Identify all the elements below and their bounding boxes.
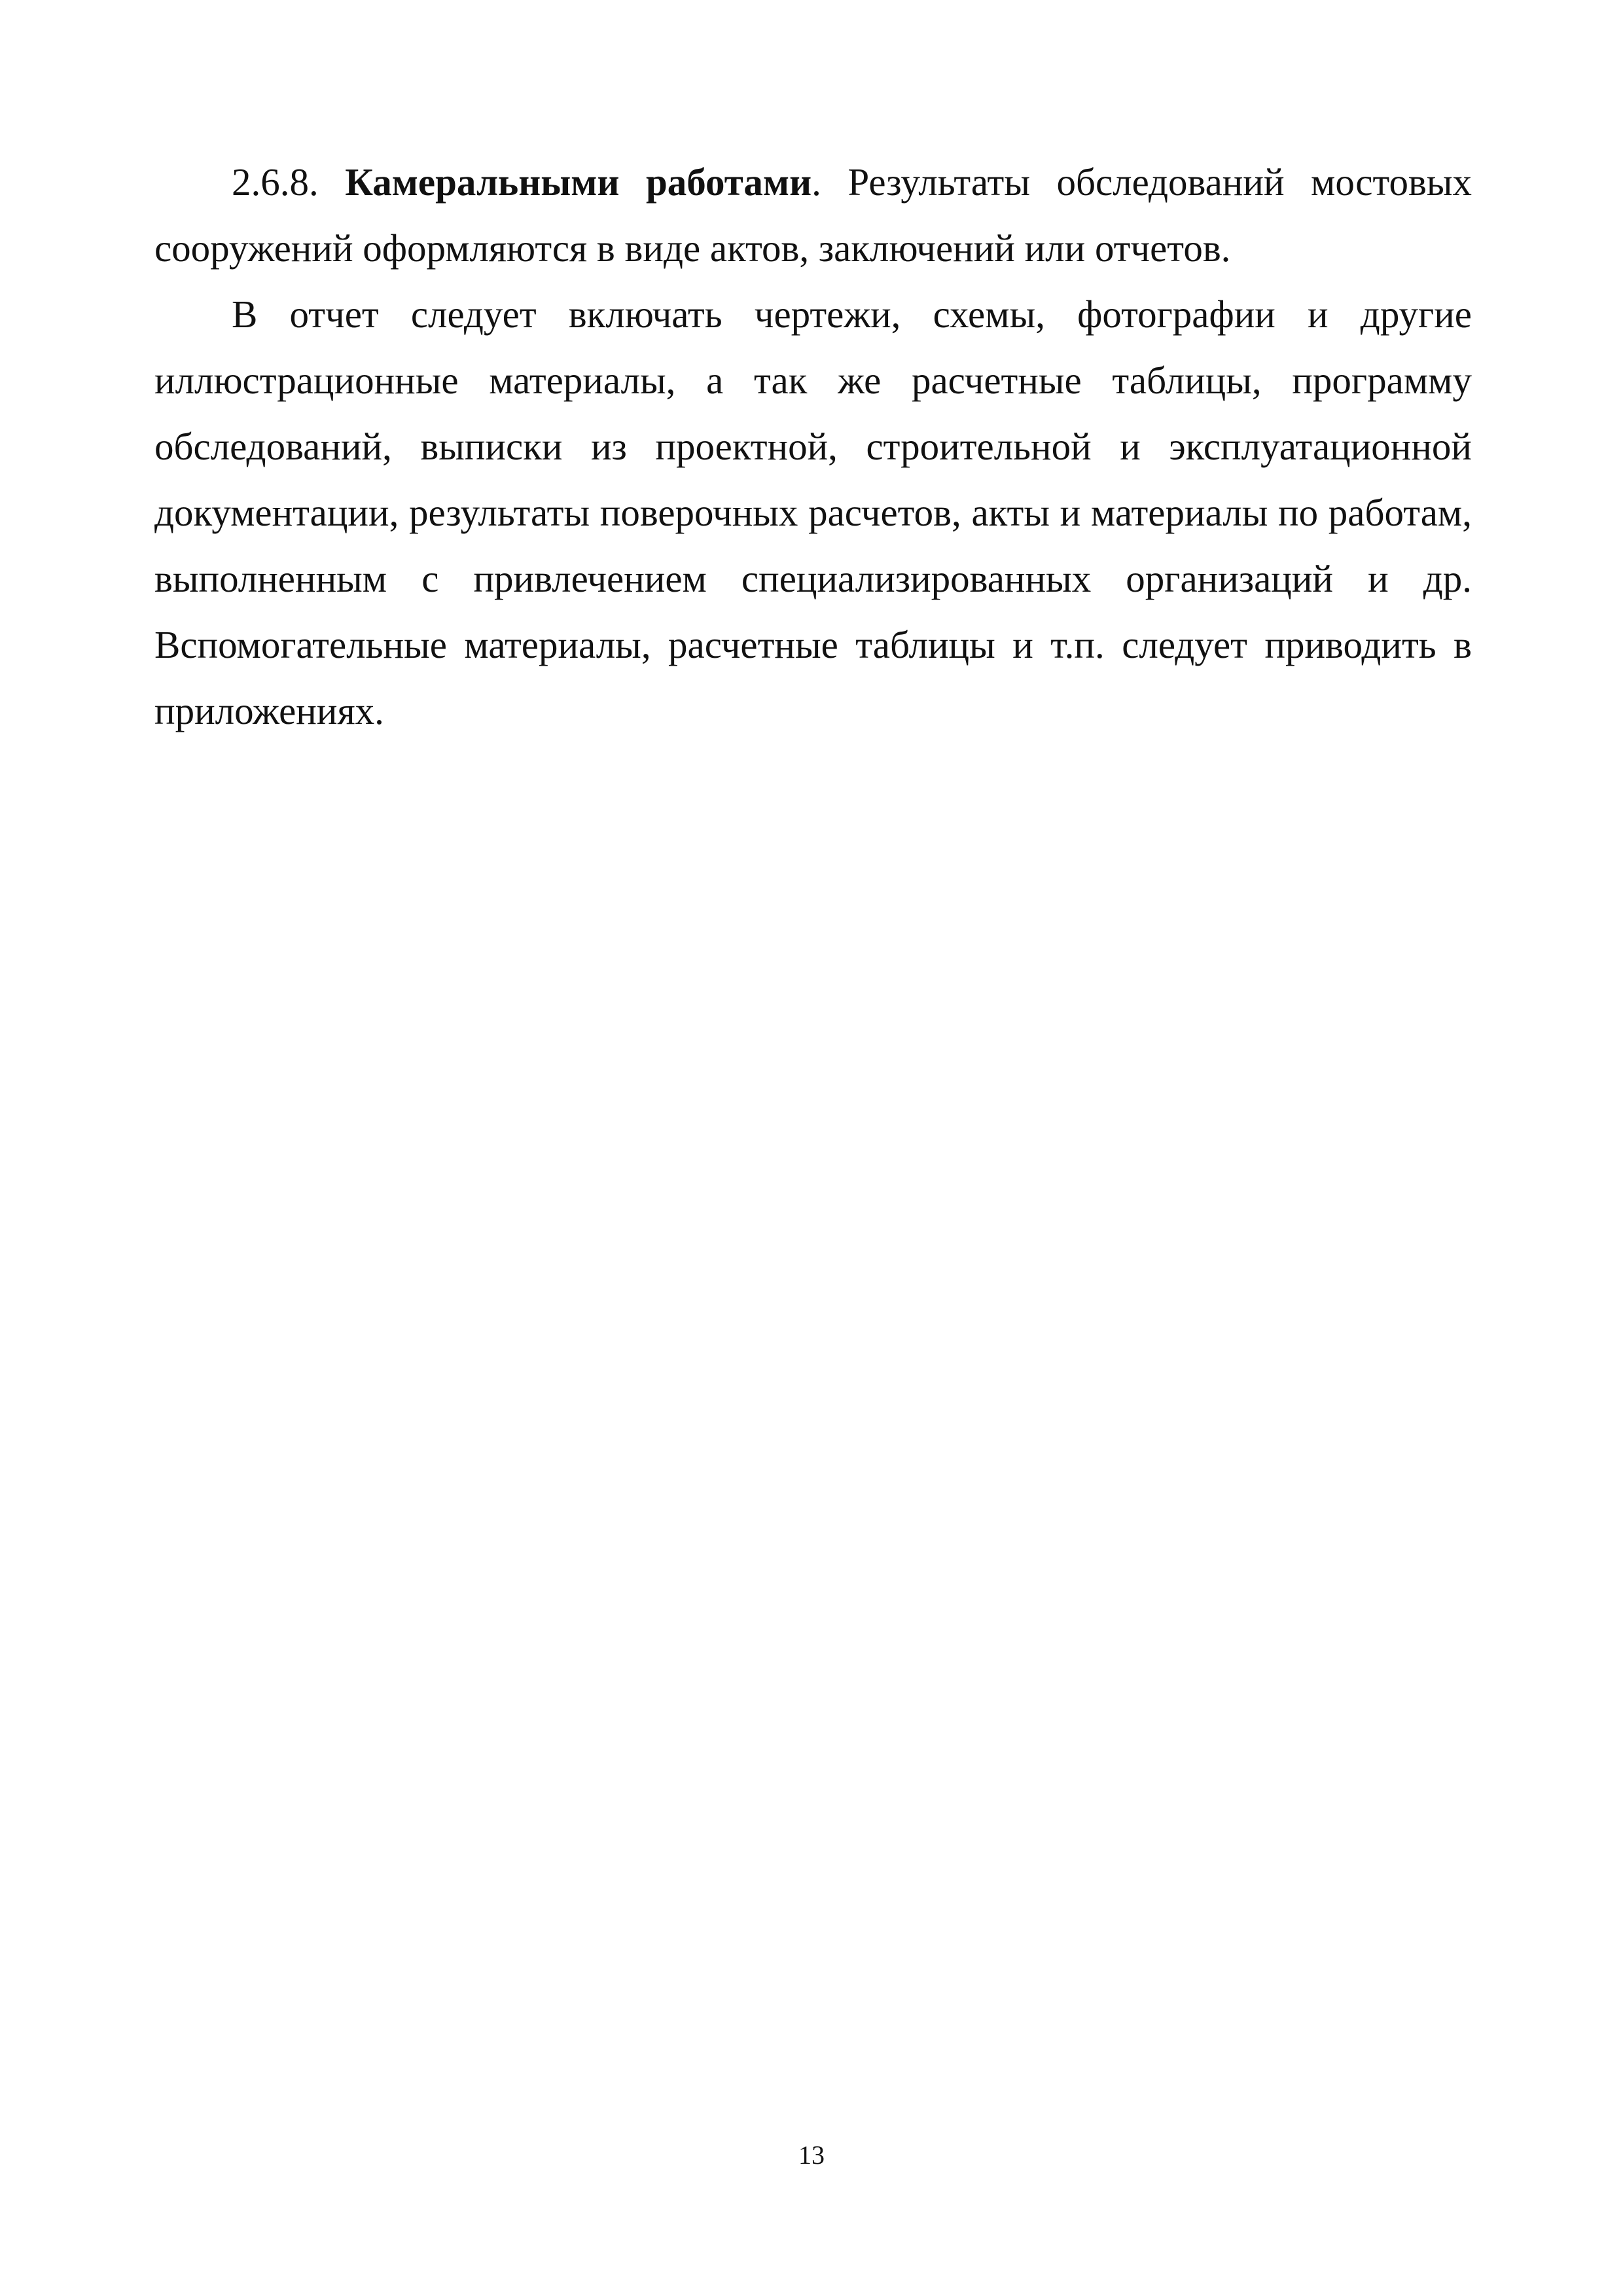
section-heading: Камеральными работами — [345, 160, 812, 204]
section-number: 2.6.8. — [232, 160, 319, 204]
heading-period: . — [812, 160, 821, 204]
paragraph-1-text: Результаты обследований мостовых сооружений оформляются в виде актов, заключений или отчетов. — [154, 160, 1472, 270]
paragraph-section-2-6-8 — [154, 149, 1472, 281]
paragraph-2-text: В отчет следует включать чертежи, схемы, фотографии и другие иллюстрационные материалы, а так же расчетные таблицы, программу обследований, выписки из проектной, строительной и эксплуатационной документации, результаты поверочных расчетов, акты и материалы по работам, выполненным с привлечением специализированных организаций и др. Вспомогательные материалы, расчетные таблицы и т.п. следует приводить в приложениях. — [154, 293, 1472, 732]
body-text — [154, 149, 1472, 744]
page-number: 13 — [798, 2140, 825, 2170]
paragraph-report-contents — [154, 281, 1472, 744]
